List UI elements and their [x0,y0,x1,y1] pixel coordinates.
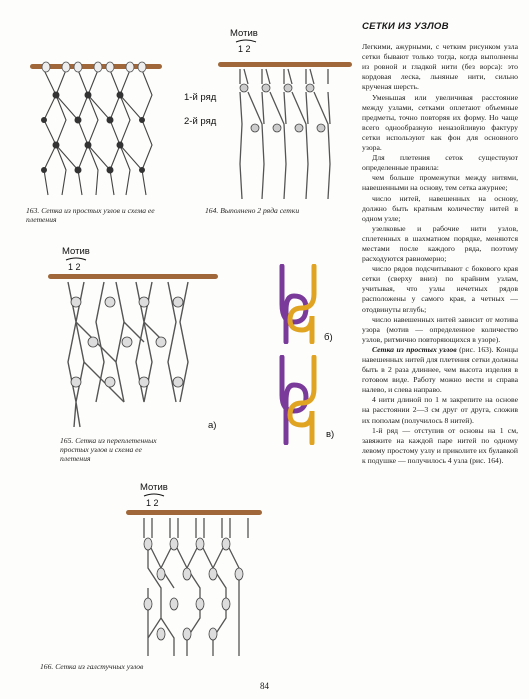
row-2-label: 2-й ряд [184,116,217,127]
paragraph: 4 нити длиной по 1 м закрепите на основе на расстоянии 2—3 см друг от друга, сложив их пополам (получилось 8 нитей). [362,395,518,425]
motif-label-165: Мотив [62,246,90,257]
label-b: б) [324,332,333,343]
caption-fig-164: 164. Выполнено 2 ряда сетки [205,206,300,215]
section-title: СЕТКИ ИЗ УЗЛОВ [362,21,449,32]
caption-fig-165: 165. Сетка из переплетенных простых узлов и схема ее плетения [60,436,157,463]
motif-label: Мотив [230,28,258,39]
paragraph: Легкими, ажурными, с четким рисунком узла сетки бывают только тогда, когда выполнены из ровной и гладкой нити (без ворса): это кордовая леска, льняные нити, сильно крученая шерсть. [362,42,518,92]
label-v: в) [326,429,335,440]
motif-numbers-166: 1 2 [146,498,159,508]
figure-163-netting-diagram [26,50,166,200]
knot-diagram-v [264,355,344,445]
paragraph: число рядов подсчитывают с бокового края сетки (сверху вниз) по крайним узлам, учитывая, что узлы нечетных рядов расположены у самого края, а четных — отодвинуты вглубь; [362,264,518,314]
paragraph: число нитей, навешенных на основу, должно быть кратным количеству нитей в одном узле; [362,193,518,223]
label-a: а) [208,420,217,431]
motif-numbers-165: 1 2 [68,262,81,272]
caption-fig-166: 166. Сетка из галстучных узлов [40,662,144,671]
row-1-label: 1-й ряд [184,92,217,103]
paragraph: узелковые и рабочие нити узлов, сплетенных в шахматном порядке, меняются местами после каждого ряда, поэтому расходуются равномерно; [362,223,518,264]
paragraph: чем больше промежутки между нитями, навешенными на основу, тем сетка ажурнее; [362,173,518,193]
knot-diagram-b [264,264,344,344]
motif-numbers: 1 2 [238,44,251,54]
caption-fig-163: 163. Сетка из простых узлов и схема ее плетения [26,206,155,224]
paragraph: Для плетения сеток существуют определенные правила: [362,153,518,173]
paragraph-rest: (рис. 163). Концы навешенных нитей для плетения сетки должны быть в 2 раза длиннее, чем высота изделия в готовом виде. Работу можно вести и справа налево, и слева направо. [362,344,518,395]
paragraph-simple-knots [362,345,518,395]
page-number: 84 [260,681,269,691]
text-column [362,22,518,466]
figure-164-two-rows [182,24,357,204]
figure-165-interlaced-netting [40,242,230,432]
bold-term: Сетка из простых узлов [372,344,457,354]
paragraph: Уменьшая или увеличивая расстояние между узлами, сетками оплетают объемные предметы, точно повторяя их форму. Но чаще всего однообразную неназойливую фактуру сетки используют как фон для основного узора. [362,92,518,153]
motif-label-166: Мотив [140,482,168,493]
paragraph: число навешенных нитей зависит от мотива узора (мотив — определенное количество узлов, ритмично повторяющихся в узоре). [362,314,518,344]
figure-166-tie-knot-netting [118,478,268,658]
paragraph: 1-й ряд — отступив от основы на 1 см, завяжите на каждой паре нитей по одному левому простому узлу и приколите их булавкой к подушке — получилось 4 узла (рис. 164). [362,425,518,465]
